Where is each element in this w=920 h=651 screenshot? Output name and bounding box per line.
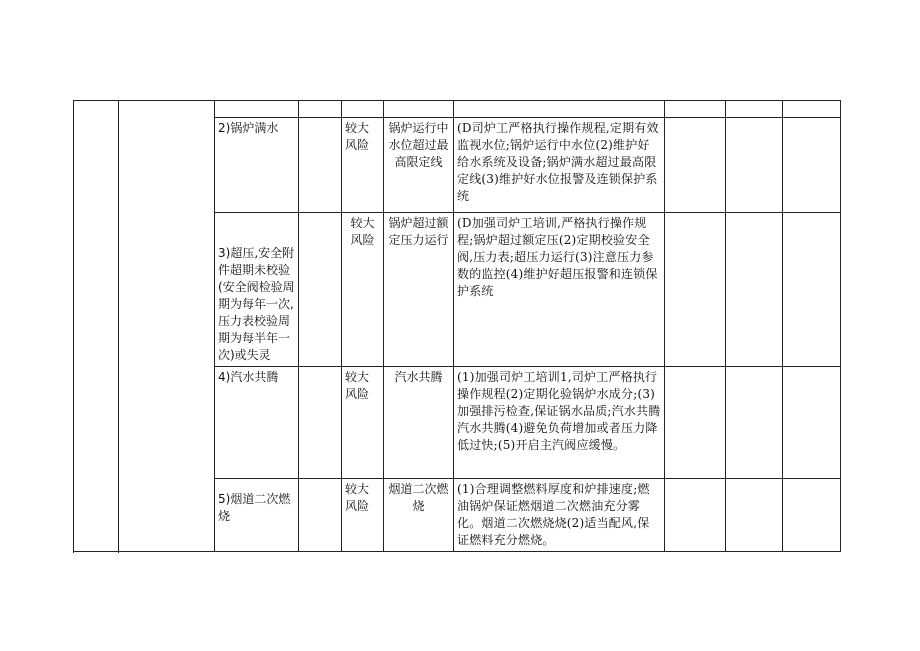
empty-cell (665, 118, 726, 213)
hazard-text: 5)烟道二次燃烧 (218, 492, 291, 523)
risk-level-cell (342, 213, 384, 367)
risk-level-text: 较大风险 (345, 482, 370, 513)
empty-cell (726, 367, 783, 479)
empty-cell (783, 479, 841, 552)
empty-cell (665, 213, 726, 367)
risk-assessment-table (73, 100, 841, 552)
merged-category-cell (74, 101, 119, 552)
event-text: 锅炉超过额定压力运行 (388, 216, 449, 247)
event-cell (384, 118, 454, 213)
event-cell (384, 479, 454, 552)
measures-text: (1)合理调整燃料厚度和炉排速度;燃油锅炉保证燃烟道二次燃油充分雾化。烟道二次燃烧烧(2)适当配风,保证燃料充分燃烧。 (457, 482, 650, 547)
empty-cell (299, 101, 342, 118)
measures-text: (D加强司炉工培训,严格执行操作规程;锅炉超过额定压(2)定期校验安全阀,压力表;超压力运行(3)注意压力参数的监控(4)维护好超压报警和连锁保护系统 (457, 216, 658, 298)
empty-cell (726, 479, 783, 552)
empty-cell (783, 118, 841, 213)
risk-level-text: 较大风险 (350, 216, 375, 247)
empty-cell (215, 101, 299, 118)
event-text: 烟道二次燃烧 (388, 482, 449, 513)
risk-level-text: 较大风险 (345, 121, 370, 152)
hazard-text: 3)超压,安全附件超期未校验(安全阀检验周期为每年一次,压力表校验周期为每半年一次)或失灵 (218, 246, 295, 362)
empty-cell (726, 213, 783, 367)
risk-level-cell (342, 367, 384, 479)
empty-cell (299, 213, 342, 367)
empty-cell (665, 479, 726, 552)
empty-cell (726, 101, 783, 118)
event-text: 汽水共腾 (394, 370, 443, 384)
empty-cell (342, 101, 384, 118)
measures-cell (454, 213, 665, 367)
empty-cell (299, 479, 342, 552)
empty-cell (783, 101, 841, 118)
empty-cell (726, 118, 783, 213)
hazard-cell (215, 213, 299, 367)
merged-subcategory-cell (119, 101, 215, 552)
measures-cell (454, 118, 665, 213)
risk-level-text: 较大风险 (345, 370, 370, 401)
risk-level-cell (342, 479, 384, 552)
measures-cell (454, 367, 665, 479)
empty-cell (384, 101, 454, 118)
hazard-cell (215, 479, 299, 552)
event-cell (384, 213, 454, 367)
hazard-text: 2)锅炉满水 (218, 121, 279, 135)
measures-cell (454, 479, 665, 552)
event-text: 锅炉运行中水位超过最高限定线 (388, 121, 449, 169)
empty-cell (299, 367, 342, 479)
measures-text: (D司炉工严格执行操作规程,定期有效监视水位;锅炉运行中水位(2)维护好给水系统及设备;锅炉满水超过最高限定线(3)维护好水位报警及连锁保护系统 (457, 121, 659, 203)
table-header-strip (74, 101, 841, 118)
hazard-cell (215, 118, 299, 213)
hazard-text: 4)汽水共腾 (218, 370, 279, 384)
empty-cell (454, 101, 665, 118)
hazard-cell (215, 367, 299, 479)
measures-text: (1)加强司炉工培训1,司炉工严格执行操作规程(2)定期化验锅炉水成分;(3)加强排污检查,保证锅水品质;汽水共腾汽水共腾(4)避免负荷增加或者压力降低过快;(5)开启主汽阀应缓慢。 (457, 370, 661, 452)
event-cell (384, 367, 454, 479)
empty-cell (299, 118, 342, 213)
risk-level-cell (342, 118, 384, 213)
empty-cell (783, 367, 841, 479)
empty-cell (665, 367, 726, 479)
empty-cell (783, 213, 841, 367)
empty-cell (665, 101, 726, 118)
